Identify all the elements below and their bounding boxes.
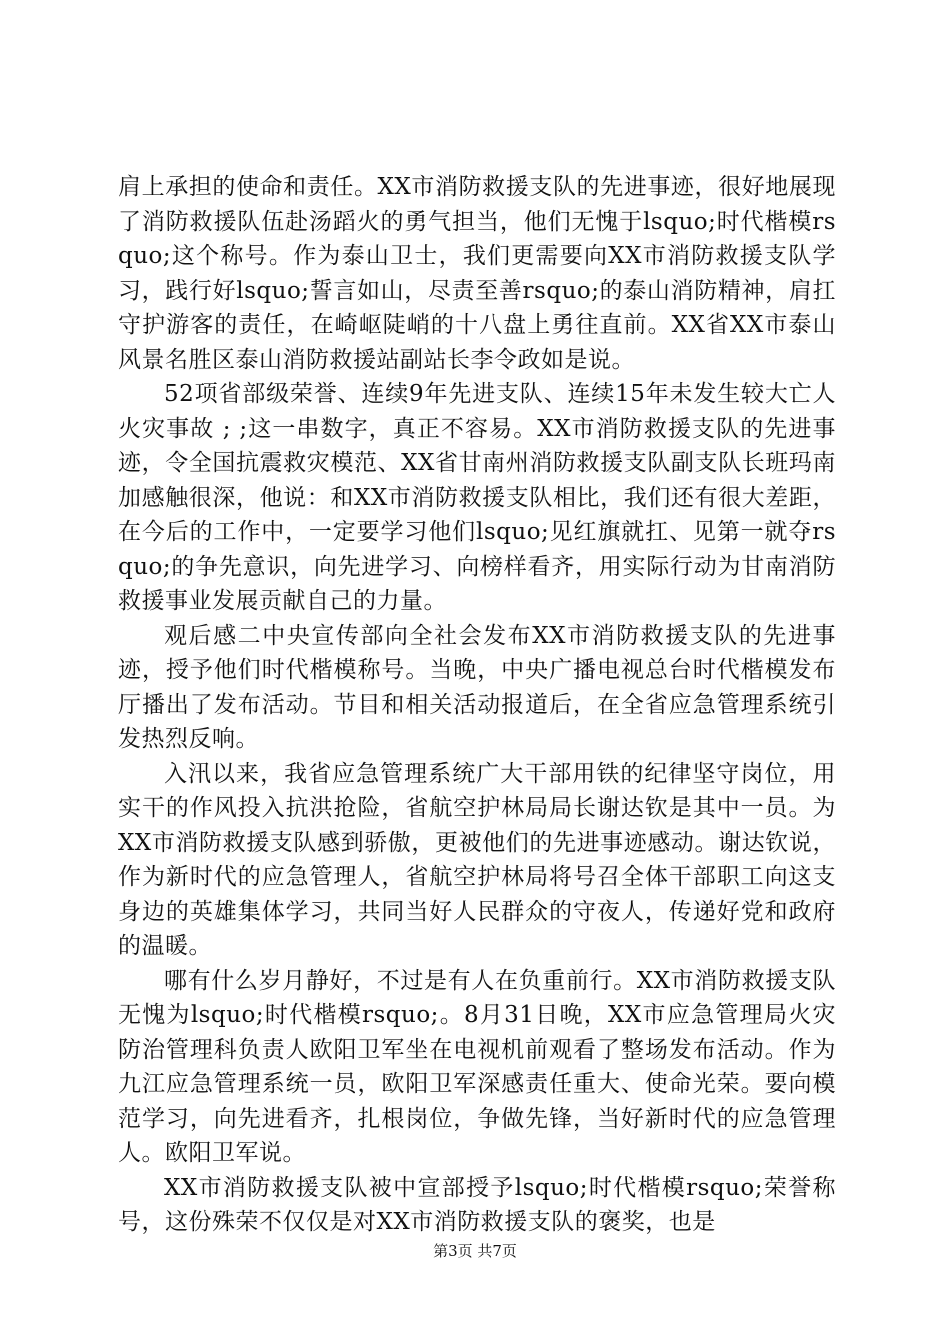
page-number-footer: 第3页 共7页 <box>433 1242 517 1260</box>
paragraph-5: 哪有什么岁月静好，不过是有人在负重前行。XX市消防救援支队无愧为lsquo;时代楷模rsquo;。8月31日晚，XX市应急管理局火灾防治管理科负责人欧阳卫军坐在电视机前观看了整场发布活动。作为九江应急管理系统一员，欧阳卫军深感责任重大、使命光荣。要向模范学习，向先进看齐，扎根岗位，争做先锋，当好新时代的应急管理人。欧阳卫军说。 <box>118 967 836 1166</box>
paragraph-6: XX市消防救援支队被中宣部授予lsquo;时代楷模rsquo;荣誉称号，这份殊荣不仅仅是对XX市消防救援支队的褒奖，也是 <box>118 1174 836 1235</box>
paragraph-3: 观后感二中央宣传部向全社会发布XX市消防救援支队的先进事迹，授予他们时代楷模称号。当晚，中央广播电视总台时代楷模发布厅播出了发布活动。节目和相关活动报道后，在全省应急管理系统引发热烈反响。 <box>118 622 836 752</box>
paragraph-1: 肩上承担的使命和责任。XX市消防救援支队的先进事迹，很好地展现了消防救援队伍赴汤蹈火的勇气担当，他们无愧于lsquo;时代楷模rsquo;这个称号。作为泰山卫士，我们更需要向XX市消防救援支队学习，践行好lsquo;誓言如山，尽责至善rsquo;的泰山消防精神，肩扛守护游客的责任，在崎岖陡峭的十八盘上勇往直前。XX省XX市泰山风景名胜区泰山消防救援站副站长李令政如是说。 <box>118 174 836 373</box>
paragraph-2: 52项省部级荣誉、连续9年先进支队、连续15年未发生较大亡人火灾事故 ; ;这一串数字，真正不容易。XX市消防救援支队的先进事迹，令全国抗震救灾模范、XX省甘南州消防救援支队副支队长班玛南加感触很深，他说：和XX市消防救援支队相比，我们还有很大差距，在今后的工作中，一定要学习他们lsquo;见红旗就扛、见第一就夺rsquo;的争先意识，向先进学习、向榜样看齐，用实际行动为甘南消防救援事业发展贡献自己的力量。 <box>118 381 836 614</box>
document-body <box>118 170 836 1240</box>
paragraph-4: 入汛以来，我省应急管理系统广大干部用铁的纪律坚守岗位，用实干的作风投入抗洪抢险，省航空护林局局长谢达钦是其中一员。为XX市消防救援支队感到骄傲，更被他们的先进事迹感动。谢达钦说，作为新时代的应急管理人，省航空护林局将号召全体干部职工向这支身边的英雄集体学习，共同当好人民群众的守夜人，传递好党和政府的温暖。 <box>118 760 836 959</box>
